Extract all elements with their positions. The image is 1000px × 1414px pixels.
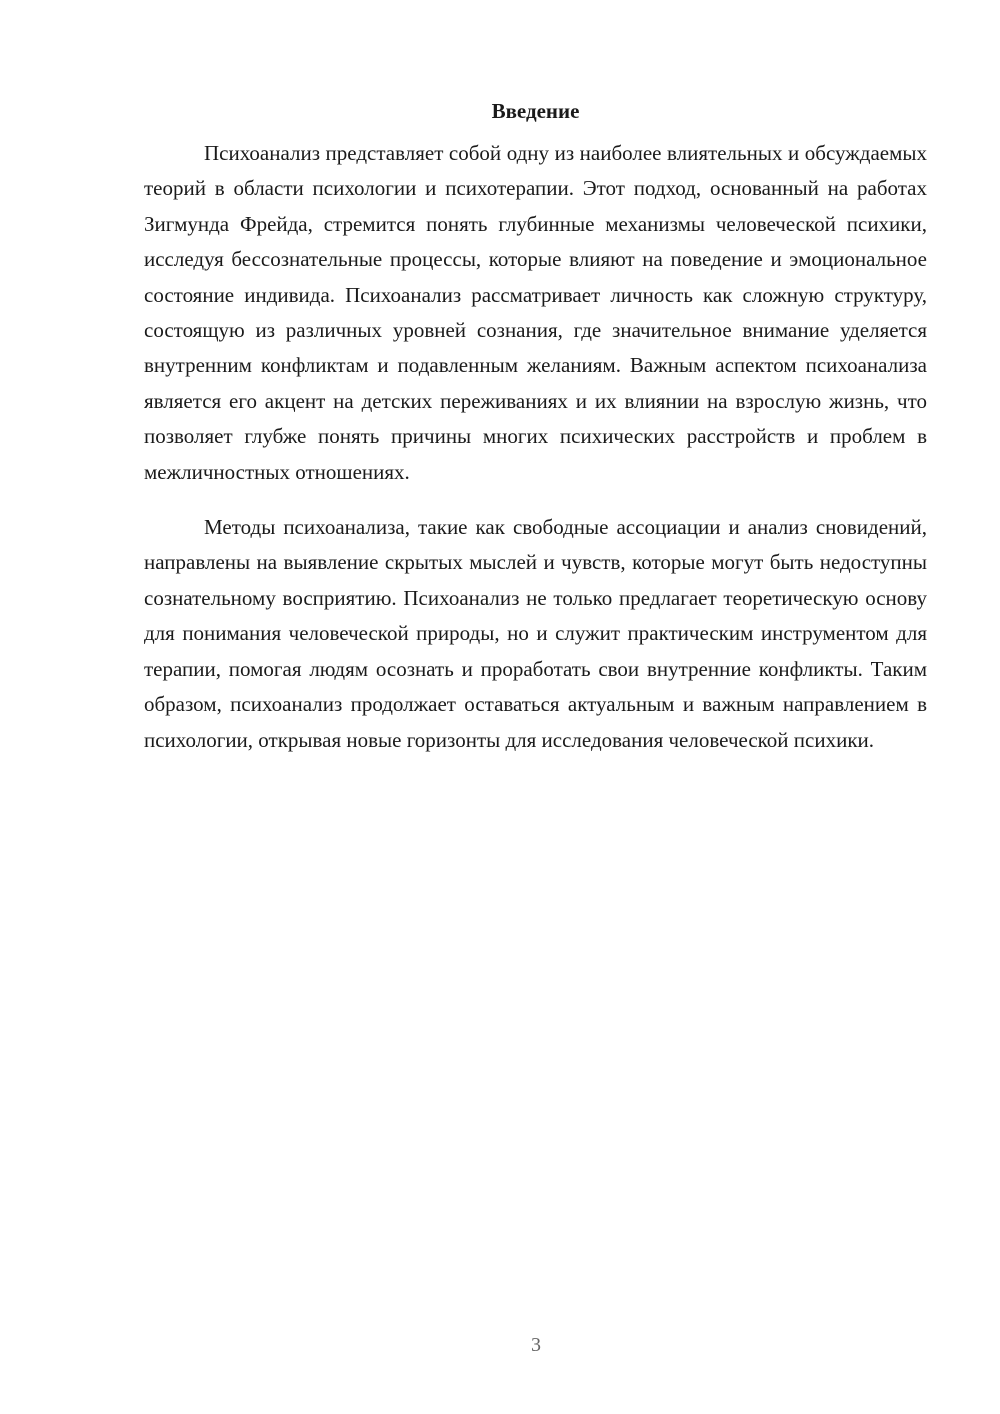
- paragraph-1: Психоанализ представляет собой одну из наиболее влиятельных и обсуждаемых теорий в области психологии и психотерапии. Этот подход, основанный на работах Зигмунда Фрейда, стремится понять глубинные механизмы человеческой психики, исследуя бессознательные процессы, которые влияют на поведение и эмоциональное состояние индивида. Психоанализ рассматривает личность как сложную структуру, состоящую из различных уровней сознания, где значительное внимание уделяется внутренним конфликтам и подавленным желаниям. Важным аспектом психоанализа является его акцент на детских переживаниях и их влиянии на взрослую жизнь, что позволяет глубже понять причины многих психических расстройств и проблем в межличностных отношениях.: [144, 141, 927, 484]
- page-number: 3: [531, 1334, 541, 1356]
- section-heading: Введение: [491, 99, 580, 123]
- paragraph-2: Методы психоанализа, такие как свободные ассоциации и анализ сновидений, направлены на выявление скрытых мыслей и чувств, которые могут быть недоступны сознательному восприятию. Психоанализ не только предлагает теоретическую основу для понимания человеческой природы, но и служит практическим инструментом для терапии, помогая людям осознать и проработать свои внутренние конфликты. Таким образом, психоанализ продолжает оставаться актуальным и важным направлением в психологии, открывая новые горизонты для исследования человеческой психики.: [144, 515, 927, 752]
- page-content: [144, 98, 927, 758]
